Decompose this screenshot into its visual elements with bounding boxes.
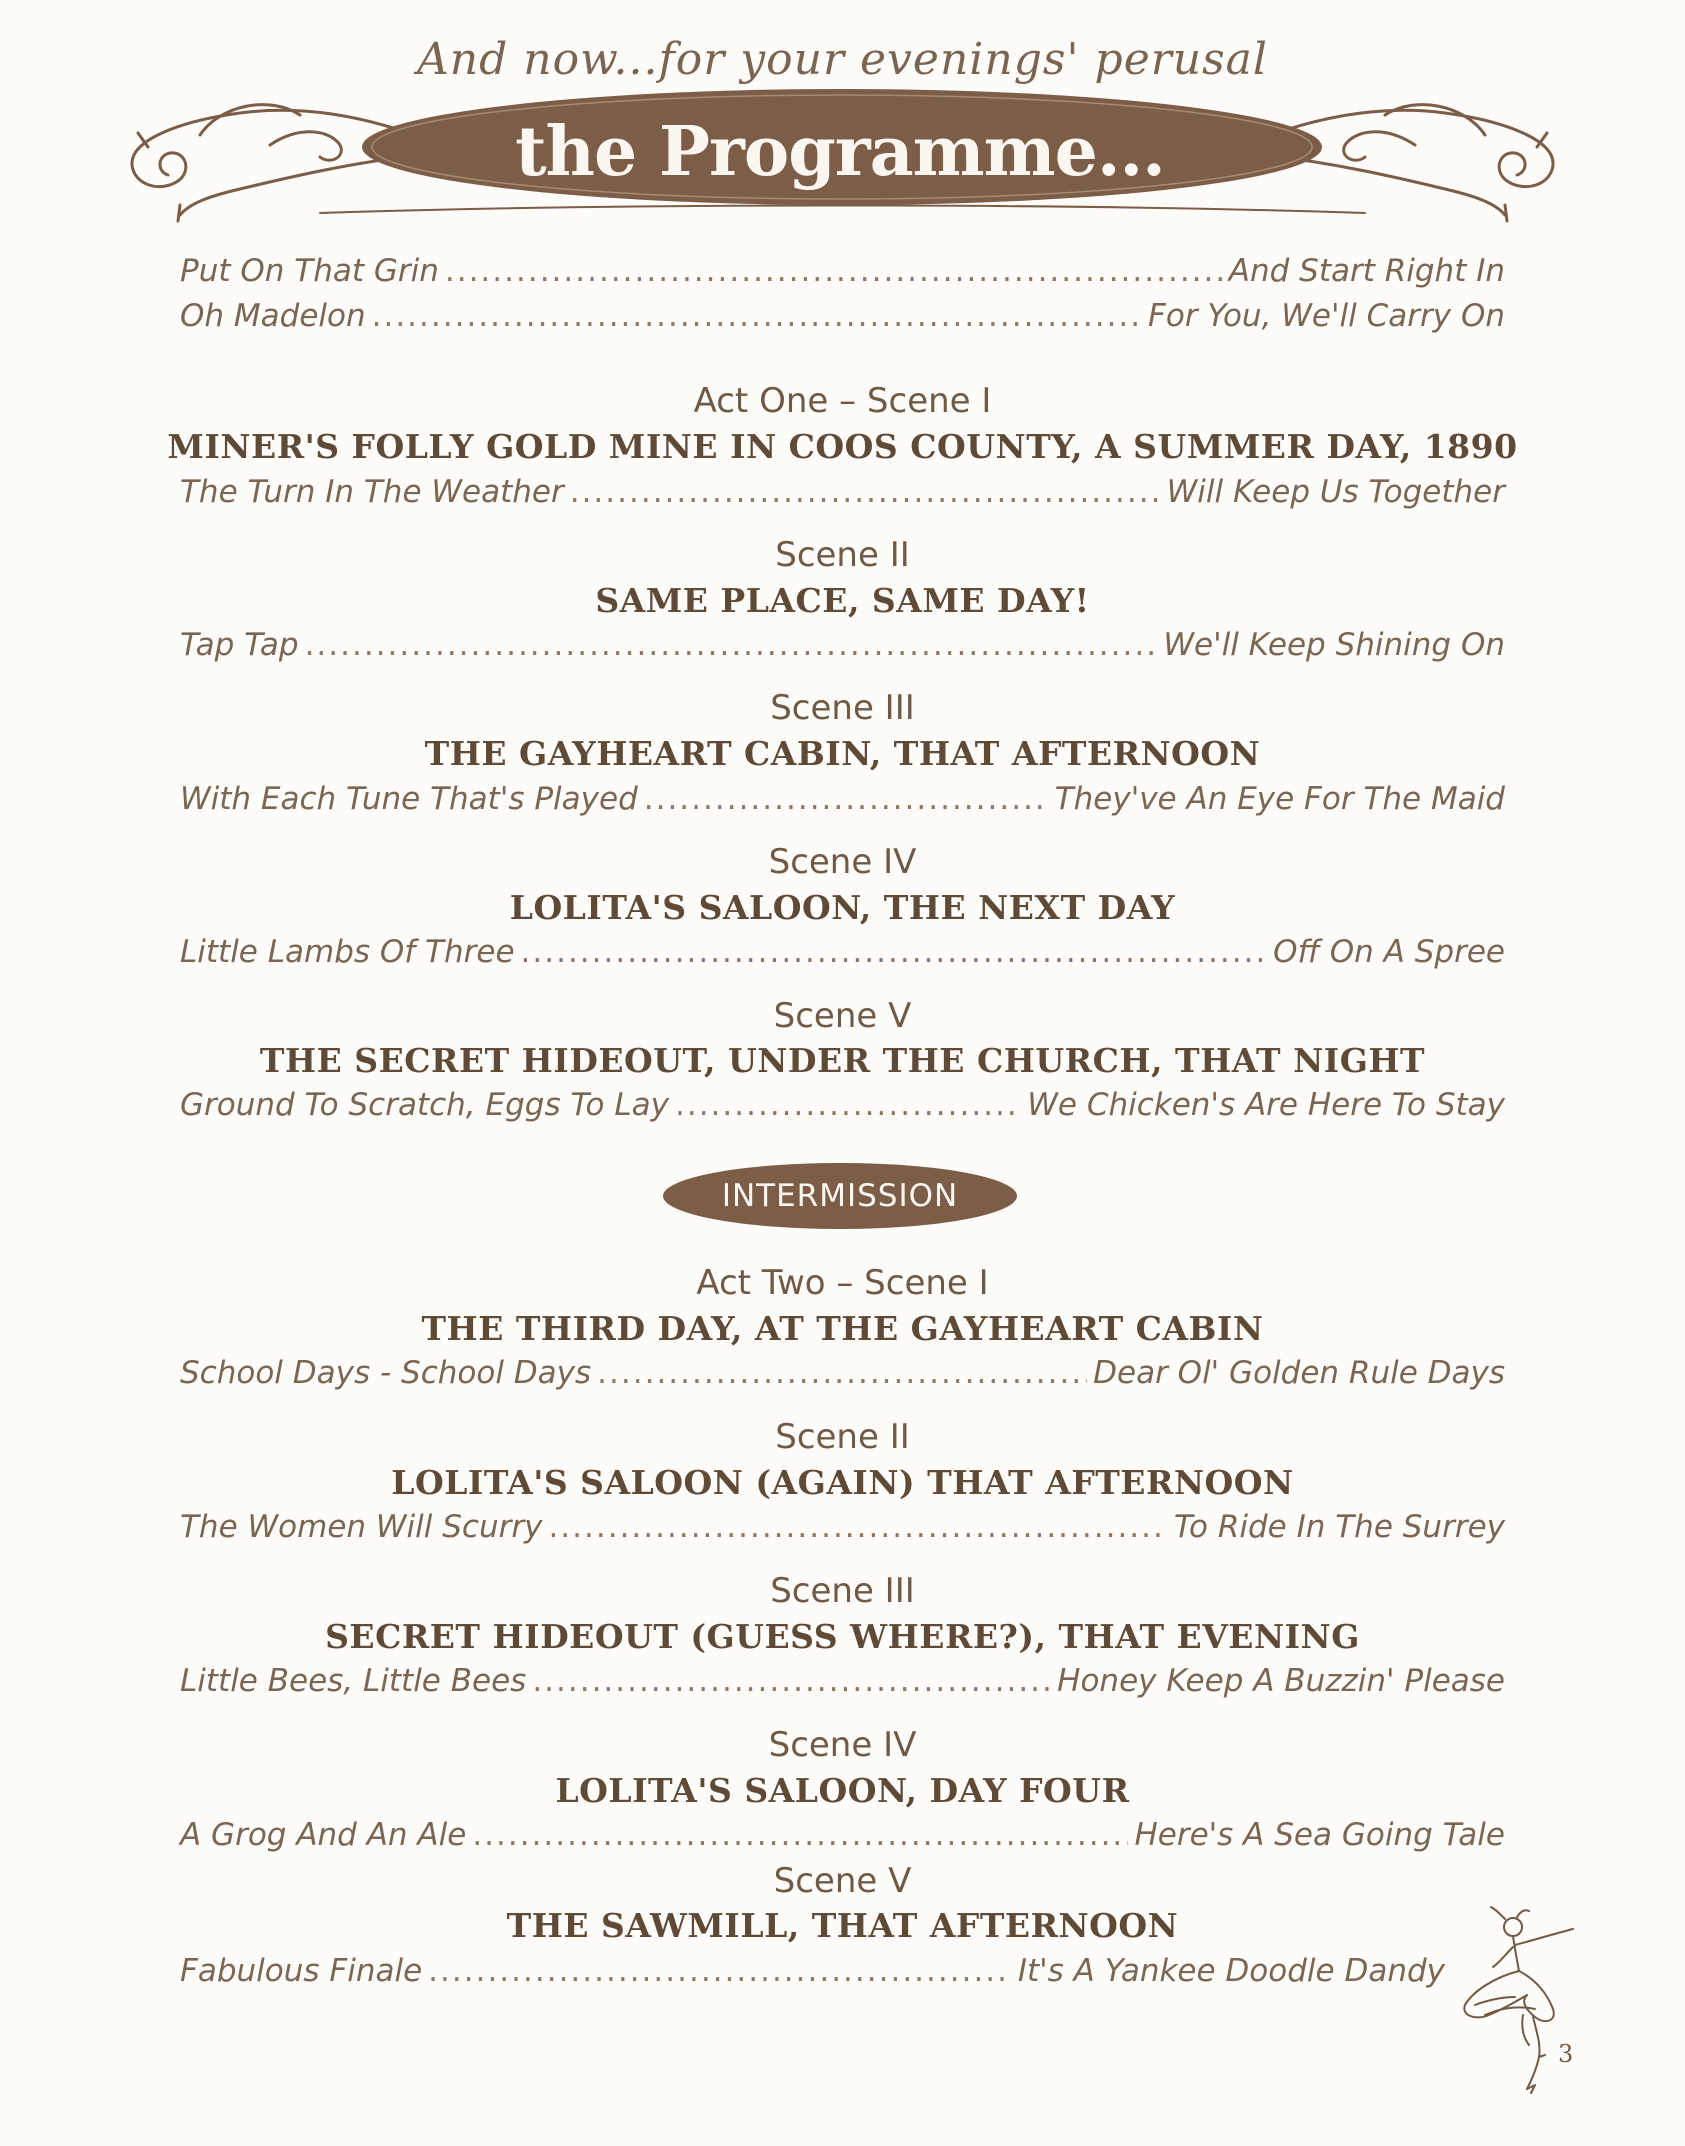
act-two-scene-1-song — [180, 1355, 1505, 1395]
song-left: With Each Tune That's Played — [180, 781, 638, 817]
act-two-scene-1-label: Act Two – Scene I — [696, 1263, 989, 1303]
dot-leader — [597, 1355, 1087, 1391]
song-right: To Ride In The Surrey — [1173, 1509, 1505, 1545]
song-left: Little Lambs Of Three — [180, 934, 515, 970]
act-one-scene-5-label: Scene V — [773, 996, 912, 1036]
dot-leader — [472, 1817, 1128, 1853]
act-one-scene-3-song — [180, 781, 1505, 821]
song-right: For You, We'll Carry On — [1148, 298, 1505, 334]
act-two-scene-2-song — [180, 1509, 1505, 1549]
programme-title: the Programme... — [515, 112, 1165, 192]
song-right: And Start Right In — [1228, 253, 1505, 289]
act-two-scene-1-location: THE THIRD DAY, AT THE GAYHEART CABIN — [421, 1309, 1264, 1348]
act-two-scene-2-location: LOLITA'S SALOON (AGAIN) THAT AFTERNOON — [391, 1463, 1294, 1502]
dot-leader — [675, 1087, 1021, 1123]
dot-leader — [548, 1509, 1167, 1545]
dot-leader — [521, 934, 1268, 970]
act-two-scene-4-location: LOLITA'S SALOON, DAY FOUR — [555, 1771, 1130, 1810]
song-left: Little Bees, Little Bees — [180, 1663, 527, 1699]
act-one-scene-2-label: Scene II — [775, 535, 910, 575]
act-two-scene-2-label: Scene II — [775, 1417, 910, 1457]
dot-leader — [372, 298, 1142, 334]
song-right: We Chicken's Are Here To Stay — [1027, 1087, 1505, 1123]
act-two-scene-3-song — [180, 1663, 1505, 1703]
act-two-scene-5-label: Scene V — [773, 1861, 912, 1901]
act-one-scene-4-song — [180, 934, 1505, 974]
act-one-scene-1-label: Act One – Scene I — [693, 381, 992, 421]
act-one-scene-2-song — [180, 627, 1505, 667]
act-one-scene-4-label: Scene IV — [768, 842, 917, 882]
dot-leader — [570, 474, 1161, 510]
intermission-badge: INTERMISSION — [663, 1163, 1017, 1229]
page-number: 3 — [1558, 2040, 1574, 2068]
song-left: Tap Tap — [180, 627, 299, 663]
overture-line — [180, 298, 1505, 338]
song-left: Oh Madelon — [180, 298, 366, 334]
act-one-scene-1-location: MINER'S FOLLY GOLD MINE IN COOS COUNTY, A SUMMER DAY, 1890 — [167, 427, 1518, 466]
song-right: Off On A Spree — [1273, 934, 1505, 970]
act-one-scene-5-song — [180, 1087, 1505, 1127]
song-left: A Grog And An Ale — [180, 1817, 467, 1853]
act-one-scene-5-location: THE SECRET HIDEOUT, UNDER THE CHURCH, THAT NIGHT — [259, 1041, 1426, 1080]
song-right: They've An Eye For The Maid — [1054, 781, 1505, 817]
act-one-scene-3-label: Scene III — [770, 688, 915, 728]
song-left: Put On That Grin — [180, 253, 439, 289]
act-one-scene-4-location: LOLITA'S SALOON, THE NEXT DAY — [509, 888, 1176, 927]
song-right: It's A Yankee Doodle Dandy — [1017, 1953, 1445, 1989]
act-two-scene-4-song — [180, 1817, 1505, 1857]
song-right: Will Keep Us Together — [1166, 474, 1505, 510]
act-two-scene-3-location: SECRET HIDEOUT (GUESS WHERE?), THAT EVENING — [325, 1617, 1360, 1656]
act-two-scene-5-song — [180, 1953, 1445, 1993]
song-left: The Women Will Scurry — [180, 1509, 543, 1545]
song-left: School Days - School Days — [180, 1355, 592, 1391]
overture-line — [180, 253, 1505, 293]
dot-leader — [428, 1953, 1012, 1989]
song-right: Here's A Sea Going Tale — [1134, 1817, 1505, 1853]
dot-leader — [445, 253, 1223, 289]
song-left: The Turn In The Weather — [180, 474, 564, 510]
dot-leader — [644, 781, 1049, 817]
dot-leader — [305, 627, 1158, 663]
song-right: Dear Ol' Golden Rule Days — [1093, 1355, 1505, 1391]
intro-script: And now...for your evenings' perusal — [417, 34, 1268, 85]
act-two-scene-5-location: THE SAWMILL, THAT AFTERNOON — [506, 1906, 1179, 1945]
act-one-scene-3-location: THE GAYHEART CABIN, THAT AFTERNOON — [424, 734, 1261, 773]
song-right: We'll Keep Shining On — [1163, 627, 1505, 663]
act-two-scene-3-label: Scene III — [770, 1571, 915, 1611]
act-one-scene-2-location: SAME PLACE, SAME DAY! — [595, 581, 1090, 620]
act-one-scene-1-song — [180, 474, 1505, 514]
act-two-scene-4-label: Scene IV — [768, 1725, 917, 1765]
dot-leader — [532, 1663, 1051, 1699]
song-left: Fabulous Finale — [180, 1953, 423, 1989]
song-left: Ground To Scratch, Eggs To Lay — [180, 1087, 669, 1123]
song-right: Honey Keep A Buzzin' Please — [1057, 1663, 1505, 1699]
